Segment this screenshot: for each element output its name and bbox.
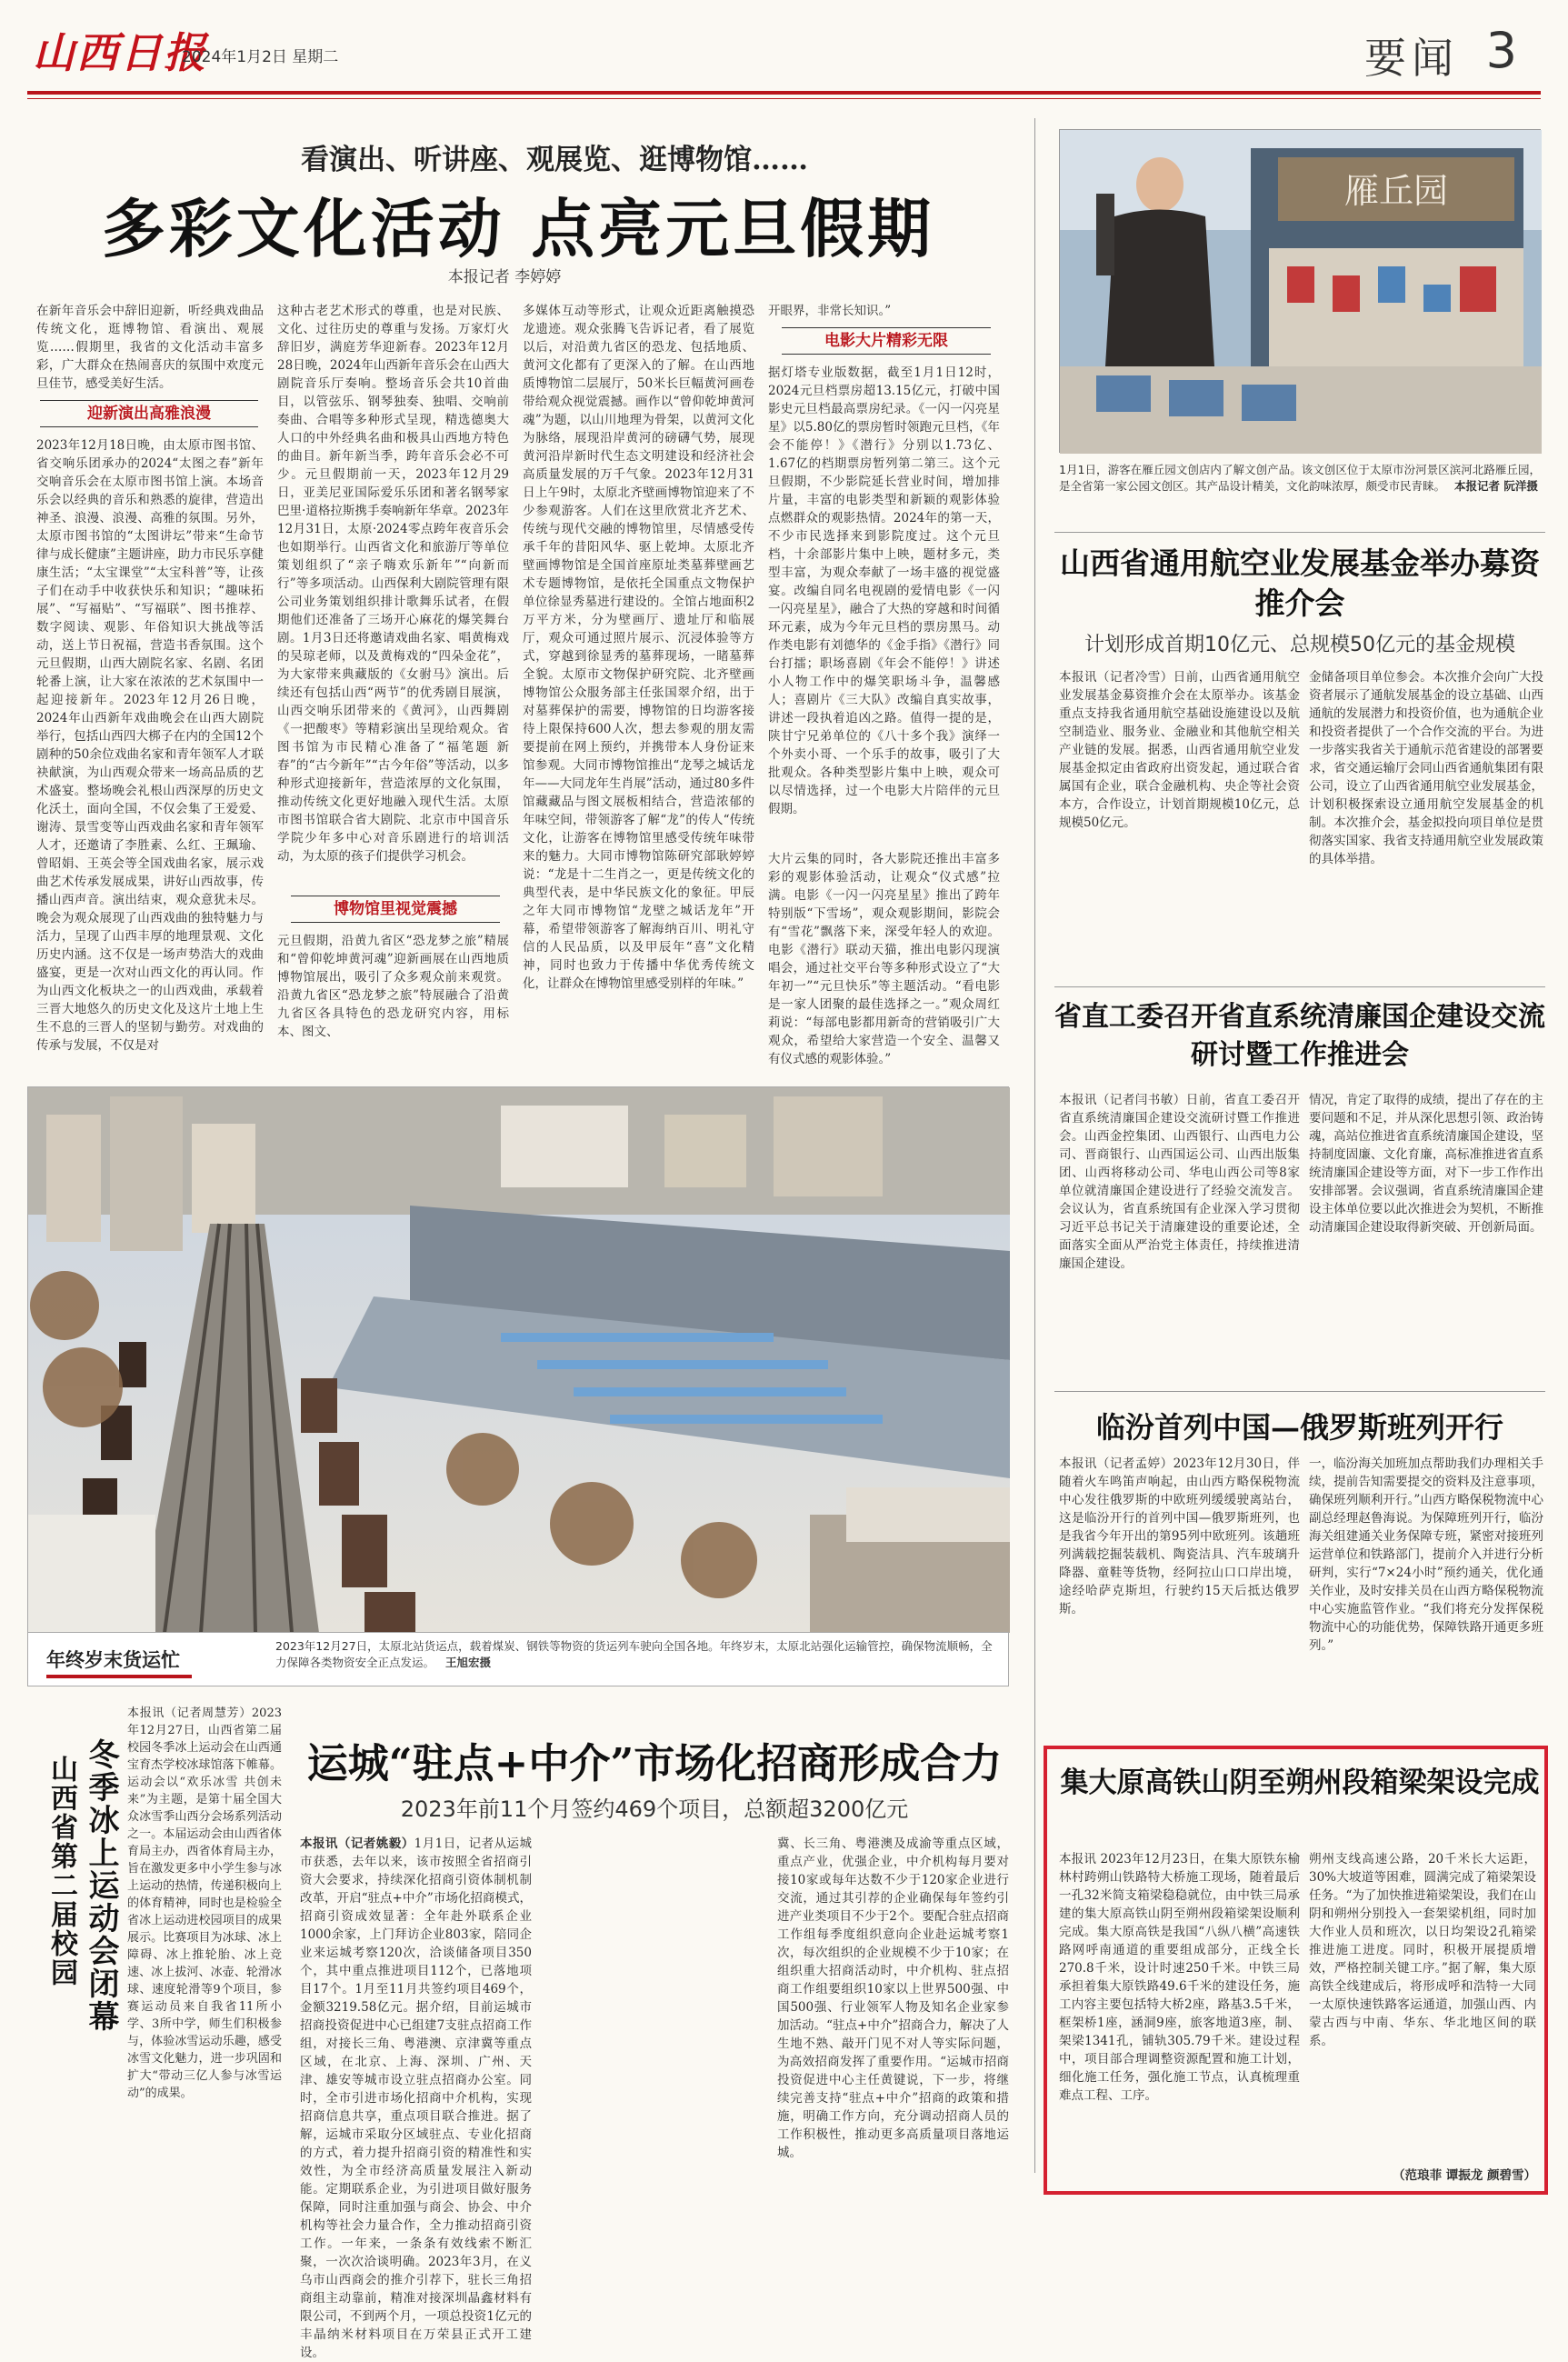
- main-col3-body: 多媒体互动等形式，让观众近距离触摸恐龙遗迹。观众张腾飞告诉记者，看了展览以后，对沿黄九省区的恐龙、包括地质、黄河文化都有了更深入的了解。在山西地质博物馆二层展厅，50米长巨幅黄河画卷带给观众视觉震撼。画作以“曾仰乾坤黄河魂”为题，以山川地理为骨架，以黄河文化为脉络，展现沿岸黄河的磅礴气势，展现黄河沿岸新时代生态文明建设和经济社会高质量发展的万千气象。2023年12月31日上午9时，太原北齐壁画博物馆迎来了不少参观游客。人们在这里欣赏北齐艺术、传统与现代交融的博物馆里，尽情感受传承千年的昔阳风华、驱上乾坤。太原北齐壁画博物馆是全国首座原址类墓葬壁画艺术专题博物馆，是依托全国重点文物保护单位徐显秀墓进行建设的。全馆占地面积2万平方米，分为壁画厅、遗址厅和临展厅，观众可通过照片展示、沉浸体验等方式，穿越到徐显秀的墓葬现场，一睹墓葬全貌。太原市文物保护研究院、北齐壁画博物馆公众服务部主任张国翠介绍，出于对墓葬保护的需要，博物馆的日均游客接待上限保持600人次，想去参观的朋友需要提前在网上预约，并携带本人身份证来馆参观。大同市博物馆推出“龙琴之城话龙年——大同龙年生肖展”活动，通过80多件馆藏藏品与图文展板相结合，营造浓郁的年味空间，带领游客了解“龙”的传人“传统文化，让游客在博物馆里感受传统年味带来的魅力。大同市博物馆陈研究部耿婷婷说：“龙是十二生肖之一，更是传统文化的典型代表，是中华民族文化的象征。甲辰之年大同市博物馆“龙壁之城话龙年”开幕，希望带领游客了解海纳百川、明礼守信的人民品质，以及甲辰年“喜”文化精神，同时也致力于传播中华优秀传统文化，让群众在博物馆里感受别样的年味。”: [523, 304, 754, 991]
- winter-games-body: 本报讯（记者周慧芳）2023年12月27日，山西省第二届校园冬季冰上运动会在山西通宝育杰学校冰球馆落下帷幕。运动会以“欢乐冰雪 共创未来”为主题，是第十届全国大众冰雪季山西分会场系列活动之一。本届运动会由山西省体育局主办，西省体育局主办，旨在激发更多中小学生参与冰上运动的热情，传递积极向上的体育精神，同时也是检验全省冰上运动进校园项目的成果展示。比赛项目为冰球、冰上障碍、冰上推轮胎、冰上竞速、冰上拔河、冰壶、轮滑冰球、速度轮滑等9个项目，参赛运动员来自我省11所小学、3所中学，师生们积极参与，体验冰雪运动乐趣，感受冰雪文化魅力，进一步巩固和扩大“带动三亿人参与冰雪运动”的成果。: [127, 1706, 282, 2100]
- page-section-label: 要闻: [1364, 34, 1459, 83]
- clean-soe-body: 本报讯（记者闫书敏）日前，省直工委召开省直系统清廉国企建设交流研讨暨工作推进会。山西金控集团、山西银行、山西电力公司、晋商银行、山西国运公司、山西出版集团、山西将移动公司、华电山西公司等8家单位就清廉国企建设进行了经验交流发言。会议认为，省直系统国有企业深入学习贯彻习近平总书记关于清廉建设的重要论述，全面落实全面从严治党主体责任，持续推进清廉国企建设。: [1059, 1093, 1300, 1271]
- masthead-rule-thin: [27, 98, 1541, 99]
- highspeed-rail-body: 本报讯 2023年12月23日，在集大原铁东榆林村跨朔山铁路特大桥施工现场，随着最后一孔32米简支箱梁稳稳就位，由中铁三局承建的集大原高铁山阴至朔州段箱梁架设顺利完成。集大原高铁是我国“八纵八横”高速铁路网呼南通道的重要组成部分，正线全长270.8千米，设计时速250千米。中铁三局承担着集大原铁路49.6千米的建设任务，施工内容主要包括特大桥2座，路基3.5千米，框架桥1座，涵洞9座，旅客地道3座，制、架梁1341孔，铺轨305.79千米。建设过程中，项目部合理调整资源配置和施工计划，细化施工任务，强化施工节点，认真梳理重难点工程、工序。: [1059, 1852, 1300, 2103]
- yuncheng-subheadline: 2023年前11个月签约469个项目，总额超3200亿元: [400, 1797, 909, 1822]
- freight-photo-tag: 年终岁末货运忙: [46, 1649, 180, 1671]
- highspeed-rail-headline: 集大原高铁山阴至朔州段箱梁架设完成: [1060, 1766, 1540, 1799]
- main-col4-top: 开眼界，非常长知识。”: [768, 304, 892, 318]
- bookstore-photo: [1059, 129, 1541, 453]
- clean-soe-headline: 省直工委召开省直系统清廉国企建设交流研讨暨工作推进会: [1054, 1001, 1545, 1071]
- main-col2-body: 这种古老艺术形式的尊重，也是对民族、文化、过往历史的尊重与发扬。万家灯火辞旧岁，满庭芳华迎新春。2023年12月28日晚，2024年山西新年音乐会在山西大剧院音乐厅奏响。整场音乐会共10首曲目，以管弦乐、钢琴独奏、独唱、交响前奏曲、合唱等多种形式呈现，精选德奥大人口的中外经典名曲和极具山西地方特色的曲目。新年新当季，跨年音乐会必不可少。元旦假期前一天，2023年12月29日，亚美尼亚国际爱乐乐团和著名钢琴家巴里·道格拉斯携手奏响新年华章。2023年12月31日，太原·2024零点跨年夜音乐会也如期举行。山西省文化和旅游厅等单位策划组织了“亲子嗨欢乐新年”“向新而行”等多项活动。山西保利大剧院管理有限公司业务策划组织排计歌舞乐试者，在假期他们还准备了三场开心麻花的爆笑舞台剧。1月3日还将邀请戏曲名家、唱黄梅戏的吴琼老师，以及黄梅戏的“四朵金花”，为大家带来典藏版的《女驸马》演出。后续还有包括山西“两节”的优秀剧目展演，山西交响乐团带来的《黄河》，山西舞剧《一把酸枣》等精彩演出呈现给观众。省图书馆为市民精心准备了“福笔题 新春”的“古今新年”“古今年俗”等活动，以多种形式迎接新年，营造浓厚的文化氛围，推动传统文化更好地融入现代生活。太原市图书馆联合省大剧院、北京市中国音乐学院少年多中心对音乐剧进行的培训活动，为太原的孩子们提供学习机会。: [277, 304, 509, 864]
- aviation-fund-body2: 金储备项目单位参会。本次推介会向广大投资者展示了通航发展基金的设立基础、山西通航的发展潜力和投资价值，也为通航企业和投资者提供了一个合作交流的平台。为进一步落实我省关于通航示范省建设的部署要求，省交通运输厅会同山西省通航集团有限公司，设立了山西省通用航空业发展基金，计划积极探索设立通用航空发展基金的机制。本次推介会，基金拟投向项目单位是贯彻落实国家、我省支持通用航空业发展政策的具体举措。: [1309, 670, 1543, 866]
- rule-story3: [1054, 1391, 1545, 1392]
- page-number: 3: [1485, 22, 1517, 79]
- main-col1-body: 2023年12月18日晚，由太原市图书馆、省交响乐团承办的2024“太图之春”新年交响音乐会在太原市图书馆上演。本场音乐会以经典的音乐和熟悉的旋律，营造出神圣、浪漫、浪漫、高雅的氛围。另外，太原市图书馆的“太图讲坛”带来“生命节律与成长健康”主题讲座，助力市民乐享健康生活；“太宝课堂”“太宝科普”等，让孩子们在动手中收获快乐和知识；“趣味拓展”、“写福贴”、“写福联”、图书推荐、数字阅读、观影、年俗知识大挑战等活动，送上节日祝福，营造书香氛围。这个元旦假期，山西大剧院名家、名剧、名团轮番上演，让大家在浓浓的艺术氛围中一起迎接新年。2023年12月26日晚，2024年山西新年戏曲晚会在山西大剧院举行，包括山西四大梆子在内的全国12个剧种的50余位戏曲名家和青年领军人才联袂献演，为山西观众带来一场高品质的艺术盛宴。整场晚会礼根山西深厚的历史文化沃土，面向全国，不仅会集了王爱爱、谢涛、景雪变等山西戏曲名家和青年领军人才，还邀请了李胜素、么红、王珮瑜、曾昭娟、王英会等全国戏曲名家，展示戏曲艺术传承发展成果，讲好山西故事，传播山西声音。演出结束，观众意犹未尽。晚会为观众展现了山西戏曲的独特魅力与活力，呈现了山西丰厚的地理景观、文化历史内涵。这不仅是一场声势浩大的戏曲盛宴，更是一次对山西文化的再认同。作为山西文化板块之一的山西戏曲，承载着三晋大地悠久的历史文化及这片土地上生生不息的三晋人的坚韧与勤劳。对戏曲的传承与发展，不仅是对: [36, 438, 264, 1053]
- freight-yard-photo: [27, 1086, 1009, 1632]
- yuncheng-body: [300, 1835, 532, 2360]
- freight-photo-caption-box: [27, 1632, 1009, 1686]
- bookstore-caption-text: 1月1日，游客在雁丘园文创店内了解文创产品。该文创区位于太原市汾河景区滨河北路雁丘园，是全省第一家公园文创区。其产品设计精美，文化韵味浓厚，颇受市民青睐。: [1059, 463, 1541, 493]
- winter-games-headline: 冬季冰上运动会闭幕: [83, 1738, 119, 2033]
- highspeed-rail-credit: （范琅菲 谭振龙 颜碧雪）: [1393, 2168, 1536, 2183]
- main-col4-body2: 大片云集的同时，各大影院还推出丰富多彩的观影体验活动，让观众“仪式感”拉满。电影《一闪一闪亮星星》推出了跨年特别版“下雪场”，观众观影期间，影院会有“雪花”飘落下来，深受年轻人的欢迎。电影《潜行》联动天猫，推出电影闪现演唱会，通过社交平台等多种形式设立了“大年初一”“元旦快乐”等主题活动。“看电影是一家人团聚的最佳选择之一。”观众周红莉说：“每部电影都用新奇的营销吸引广大观众，希望给大家营造一个安全、温馨又有仪式感的观影体验。”: [768, 852, 1000, 1066]
- linfen-train-headline: 临汾首列中国—俄罗斯班列开行: [1095, 1410, 1503, 1445]
- bookstore-sign-text: 雁丘园: [1343, 171, 1449, 211]
- highspeed-rail-body2: 朔州支线高速公路，20千米长大运距，30%大坡道等困难，圆满完成了箱梁架设任务。“为了加快推进箱梁架设，我们在山阴和朔州分别投入一套架梁机组，同时加大作业人员和班次，以日均架设2孔箱梁推进施工进度。同时，积极开展提质增效，严格控制关键工序。”据了解，集大原高铁全线建成后，将形成呼和浩特一大同一太原快速铁路客运通道，加强山西、内蒙古西与中南、华东、华北地区间的联系。: [1309, 1852, 1536, 2048]
- publication-date: 2024年1月2日 星期二: [182, 48, 339, 66]
- aviation-fund-headline: 山西省通用航空业发展基金举办募资推介会: [1060, 545, 1540, 621]
- clean-soe-body2: 情况，肯定了取得的成绩，提出了存在的主要问题和不足，并从深化思想引领、政治铸魂，高站位推进省直系统清廉国企建设，坚持制度固廉、文化育廉，高标准推进省直系统清廉国企建设等方面，对下一步工作作出安排部署。会议强调，省直系统清廉国企建设主体单位要以此次推进会为契机，不断推动清廉国企建设取得新突破、开创新局面。: [1309, 1093, 1543, 1235]
- freight-photo-caption: [275, 1638, 994, 1671]
- rule-story1: [1054, 532, 1545, 533]
- rule-story2: [1054, 986, 1545, 987]
- yuncheng-body-col3: 冀、长三角、粤港澳及成渝等重点区域，重点产业，优强企业，中介机构每月要对接10家或每年达数不少于120家企业进行交流，通过其引荐的企业确保每年签约引进产业类项目不少于2个。要配合驻点招商工作组每季度组织意向企业赴运城考察1次，每次组织的企业规模不少于10家；在组织重大招商活动时，中介机构、驻点招商工作组要组织10家以上世界500强、中国500强、行业领军人物及知名企业家参加活动。“驻点+中介”招商合力，解决了人生地不熟、敲开门见不对人等实际问题，为高效招商发挥了重要作用。“运城市招商投资促进中心主任黄键说，下一步，将继续完善支持“驻点+中介”招商的政策和措施，明确工作方向，充分调动招商人员的工作积极性，推动更多高质量项目落地运城。: [777, 1837, 1009, 2160]
- main-col1-intro: 在新年音乐会中辞旧迎新，听经典戏曲品传统文化，逛博物馆、看演出、观展览……假期里，我省的文化活动丰富多彩，广大群众在热闹喜庆的氛围中欢度元旦佳节，感受美好生活。: [36, 304, 264, 391]
- newspaper-logo: 山西日报: [33, 28, 207, 77]
- masthead: [0, 0, 1568, 98]
- main-col2-body2: 元旦假期，沿黄九省区“恐龙梦之旅”精展和“曾仰乾坤黄河魂”迎新画展在山西地质博物馆展出，吸引了众多观众前来观赏。沿黄九省区“恐龙梦之旅”特展融合了沿黄九省区各具特色的恐龙研究内容，用标本、图文、: [277, 934, 509, 1039]
- linfen-train-body2: 一，临汾海关加班加点帮助我们办理相关手续，提前告知需要提交的资料及注意事项，确保班列顺利开行。”山西方略保税物流中心副总经理赵鲁海说。为保障班列开行，临汾海关组建通关业务保障专班，紧密对接班列运营单位和铁路部门，提前介入并进行分析研判，实行“7×24小时”预约通关，优化通关作业，及时安排关员在山西方略保税物流中心实施监管作业。“我们将充分发挥保税物流中心的功能优势，保障铁路开通更多班列。”: [1309, 1456, 1543, 1653]
- main-col4-body: 据灯塔专业版数据，截至1月1日12时，2024元旦档票房超13.15亿元，打破中国影史元旦档最高票房纪录。《一闪一闪亮星星》以5.80亿的票房暂时领跑元旦档，《年会不能停！》《潜行》分别以1.73亿、1.67亿的档期票房暂列第二第三。这个元旦假期，不少影院延长营业时间，增加排片量，丰富的电影类型和新颖的观影体验点燃群众的观影热情。2024年的第一天，不少市民选择来到影院度过。这个元旦档，十余部影片集中上映，题材多元，类型丰富，为观众奉献了一场丰盛的视觉盛宴。改编自同名电视剧的爱情电影《一闪一闪亮星星》，融合了大热的穿越和时间循环元素，成为今年元旦档的票房黑马。动作类电影有刘德华的《金手指》《潜行》同台打擂；职场喜剧《年会不能停！》讲述小人物工作中的爆笑职场斗争，温馨感人；喜剧片《三大队》改编自真实故事，讲述一段执着追凶之路。值得一提的是，陕甘宁兄弟单位的《八十多个我》演绎一个外卖小哥、一个乐手的故事，吸引了大批观众。各种类型影片集中上映，观众可以尽情选择，过一个电影大片陪伴的元旦假期。: [768, 365, 1000, 816]
- cultural-shop-illustration: [1060, 130, 1542, 454]
- masthead-rule: [27, 91, 1541, 95]
- main-kicker: 看演出、听讲座、观展览、逛博物馆……: [301, 144, 808, 176]
- yuncheng-headline: 运城“驻点+中介”市场化招商形成合力: [306, 1739, 1003, 1787]
- yuncheng-byline: 本报讯（记者姚毅）: [300, 1837, 414, 1851]
- aviation-fund-subheadline: 计划形成首期10亿元、总规模50亿元的基金规模: [1084, 634, 1515, 656]
- bookstore-photo-caption: [1059, 462, 1541, 513]
- freight-photo-caption-text: 2023年12月27日，太原北站货运点，载着煤炭、钢铁等物资的货运列车驶向全国各地。年终岁末，太原北站强化运输管控，确保物流顺畅，全力保障各类物资安全正点发运。: [275, 1639, 993, 1669]
- subhead-movies: 电影大片精彩无限: [782, 327, 991, 355]
- freight-photo-credit: 王旭宏摄: [445, 1656, 492, 1669]
- yuncheng-body-text: 1月1日，记者从运城市获悉，去年以来，该市按照全省招商引资大会要求，持续深化招商引资体制机制改革，开启“驻点+中介”市场化招商模式，招商引资成效显著：全年赴外联系企业1000余家，上门拜访企业803家，陪同企业来运城考察120次，洽谈储备项目350个，其中重点推进项目112个，已落地项目17个。1月至11月共签约项目469个，金额3219.58亿元。据介绍，目前运城市招商投资促进中心已组建7支驻点招商工作组，对接长三角、粤港澳、京津冀等重点区域，在北京、上海、深圳、广州、天津、雄安等城市设立驻点招商办公室。同时，全市引进市场化招商中介机构，实现招商信息共享，重点项目联合推进。据了解，运城市采取分区域驻点、专业化招商的方式，着力提升招商引资的精准性和实效性，为全市经济高质量发展注入新动能。定期联系企业，为引进项目做好服务保障，同时注重加强与商会、协会、中介机构等社会力量合作，全力推动招商引资工作。一年来，一条条有效线索不断汇聚，一次次洽谈明确。2023年3月，在义乌市山西商会的推介引荐下，驻长三角招商组主动靠前，精准对接深圳晶鑫材料有限公司，不到两个月，一项总投资1亿元的丰晶纳米材料项目在万荣县正式开工建设。: [300, 1837, 532, 2360]
- linfen-train-body: 本报讯（记者孟婷）2023年12月30日，伴随着火车鸣笛声响起，由山西方略保税物流中心发往俄罗斯的中欧班列缓缓驶离站台，这是临汾开行的首列中国—俄罗斯班列，也是我省今年开出的第95列中欧班列。该趟班列满载挖掘装载机、陶瓷洁具、汽车玻璃升降器、童鞋等货物，经阿拉山口口岸出境，途经哈萨克斯坦，行驶约15天后抵达俄罗斯。: [1059, 1456, 1300, 1616]
- freight-photo-tag-bar: [46, 1675, 192, 1678]
- column-divider: [1034, 118, 1035, 2173]
- freight-yard-illustration: [28, 1087, 1010, 1633]
- main-headline: 多彩文化活动 点亮元旦假期: [101, 191, 935, 266]
- subhead-new-year-shows: 迎新演出高雅浪漫: [40, 400, 258, 427]
- yuncheng-body-col2-spacer: [541, 1835, 768, 2189]
- subhead-museum: 博物馆里视觉震撼: [291, 896, 500, 923]
- main-byline: 本报记者 李婷婷: [447, 268, 562, 286]
- winter-games-subheadline: 山西省第二届校园: [45, 1755, 77, 1987]
- aviation-fund-body: 本报讯（记者冷雪）日前，山西省通用航空业发展基金募资推介会在太原举办。该基金重点支持我省通用航空基础设施建设以及航空制造业、服务业、金融业和其他航空相关产业链的发展。据悉，山西省通用航空业发展基金拟定由省政府出资发起，通过联合省属国有企业，联合金融机构、央企等社会资本方，合作设立，计划首期规模10亿元，总规模50亿元。: [1059, 670, 1300, 830]
- bookstore-photo-credit: 本报记者 阮洋摄: [1454, 479, 1538, 493]
